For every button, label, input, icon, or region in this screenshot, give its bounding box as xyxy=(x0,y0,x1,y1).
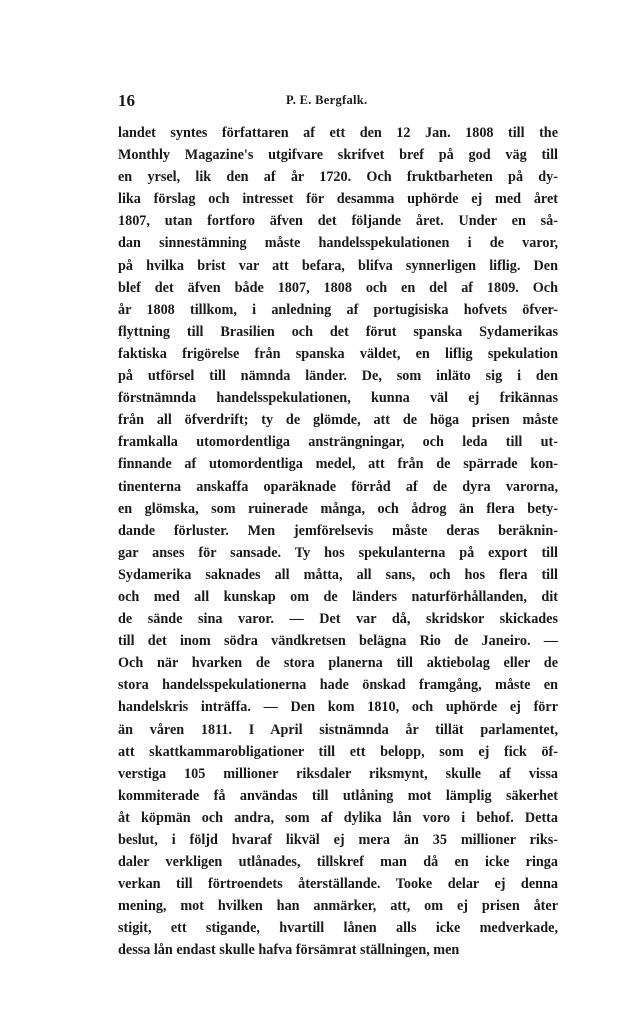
text-line: stora handelsspekulationerna hade önskad framgång, måste en xyxy=(118,677,558,694)
text-line: faktiska frigörelse från spanska väldet, en liflig spekulation xyxy=(118,345,558,362)
page-header xyxy=(118,91,558,115)
text-line: åt köpmän och andra, som af dylika lån voro i behof. Detta xyxy=(118,809,558,826)
body-text xyxy=(118,122,558,962)
text-line: år 1808 tillkom, i anledning af portugisiska hofvets öfver- xyxy=(118,301,558,318)
text-line: på hvilka brist var att befara, blifva synnerligen liflig. Den xyxy=(118,257,558,274)
text-line: Monthly Magazine's utgifvare skrifvet bref på god väg till xyxy=(118,147,558,164)
text-line: landet syntes författaren af ett den 12 Jan. 1808 till the xyxy=(118,125,558,141)
text-line: dande förluster. Men jemförelsevis måste deras beräknin- xyxy=(118,522,558,539)
text-line: handelskris inträffa. — Den kom 1810, och uphörde ej förr xyxy=(118,699,558,716)
text-line: blef det äfven både 1807, 1808 och en del af 1809. Och xyxy=(118,279,558,296)
text-line: kommiterade få användas till utlåning mot lämplig säkerhet xyxy=(118,787,558,804)
text-line: till det inom södra vändkretsen belägna Rio de Janeiro. — xyxy=(118,633,558,650)
text-line: beslut, i följd hvaraf likväl ej mera än 35 millioner riks- xyxy=(118,832,558,848)
text-line: flyttning till Brasilien och det förut spanska Sydamerikas xyxy=(118,323,558,340)
text-line: daler verkligen utlånades, tillskref man då en icke ringa xyxy=(118,854,558,871)
text-line: stigit, ett stigande, hvartill lånen alls icke medverkade, xyxy=(118,920,558,937)
text-line: finnande af utomordentliga medel, att från de spärrade kon- xyxy=(118,456,558,473)
running-head: P. E. Bergfalk. xyxy=(286,93,368,107)
text-line: en glömska, som ruinerade många, och ådrog än flera bety- xyxy=(118,500,558,517)
text-line: mening, mot hvilken han anmärker, att, om ej prisen åter xyxy=(118,898,558,915)
text-line: en yrsel, lik den af år 1720. Och fruktbarheten på dy- xyxy=(118,169,558,186)
text-line: och med all kunskap om de länders naturförhållanden, dit xyxy=(118,588,558,605)
text-line: gar anses för sansade. Ty hos spekulanterna på export till xyxy=(118,544,558,561)
text-line: framkalla utomordentliga ansträngningar, och leda till ut- xyxy=(118,434,558,451)
text-line: på utförsel till nämnda länder. De, som inläto sig i den xyxy=(118,368,558,385)
text-line: dan sinnestämning måste handelsspekulationen i de varor, xyxy=(118,235,558,252)
text-line: Och när hvarken de stora planerna till aktiebolag eller de xyxy=(118,655,558,672)
text-line: än våren 1811. I April sistnämnda år tillät parlamentet, xyxy=(118,721,558,738)
text-line: att skattkammarobligationer till ett belopp, som ej fick öf- xyxy=(118,743,558,760)
text-line: Sydamerika saknades all måtta, all sans, och hos flera till xyxy=(118,566,558,583)
text-line: de sände sina varor. — Det var då, skridskor skickades xyxy=(118,611,558,628)
text-line: verkan till förtroendets återställande. Tooke delar ej denna xyxy=(118,876,558,893)
text-line: verstiga 105 millioner riksdaler riksmynt, skulle af vissa xyxy=(118,765,558,782)
text-line: dessa lån endast skulle hafva försämrat ställningen, men xyxy=(118,942,460,959)
text-line: tinenterna anskaffa oparäknade förråd af de dyra varorna, xyxy=(118,478,558,495)
text-line: förstnämnda handelsspekulationen, kunna väl ej frikännas xyxy=(118,390,558,407)
text-line: från all öfverdrift; ty de glömde, att de höga prisen måste xyxy=(118,412,558,429)
text-line: lika förslag och intresset för desamma uphörde ej med året xyxy=(118,191,558,208)
page-number: 16 xyxy=(118,91,135,110)
text-line: 1807, utan fortforo äfven det följande året. Under en så- xyxy=(118,213,558,230)
